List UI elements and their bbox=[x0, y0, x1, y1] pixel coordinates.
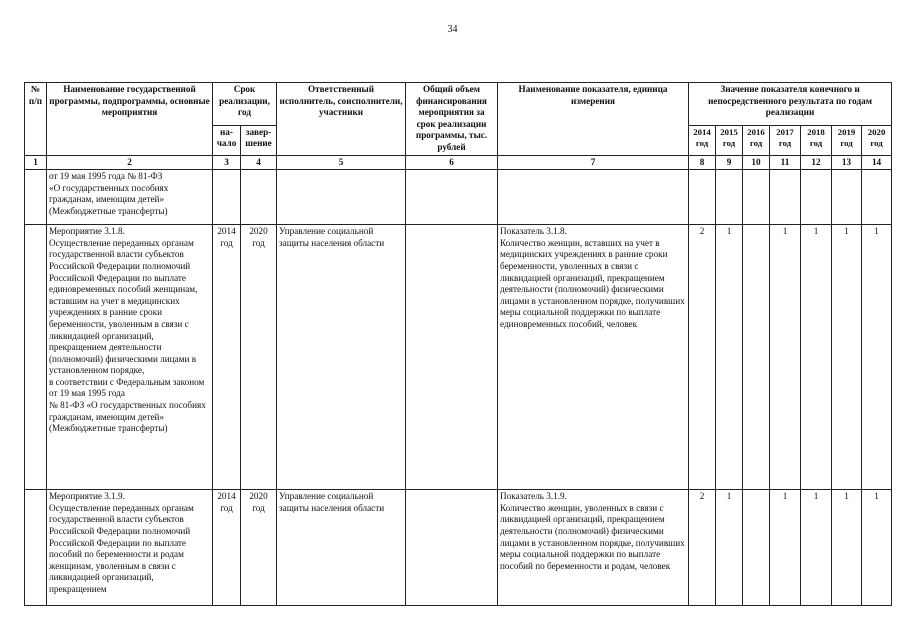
column-number: 7 bbox=[498, 155, 689, 170]
header-year: 2015 год bbox=[716, 125, 743, 155]
cell-indicator: Показатель 3.1.9. Количество женщин, уволенных в связи с ликвидацией организаций, прекращением деятельности (полномочий) физическими лицами в установленном порядке, получивших меры социальной поддержки по выплате пособий по беременности и родам, человек bbox=[498, 490, 689, 606]
cell-value bbox=[689, 170, 716, 225]
cell-end: 2020 год bbox=[241, 490, 277, 606]
cell-value: 1 bbox=[801, 225, 832, 490]
column-number: 1 bbox=[25, 155, 47, 170]
table-row bbox=[25, 490, 892, 606]
cell-name: от 19 мая 1995 года № 81-ФЗ «О государственных пособиях гражданам, имеющим детей» (Межбюджетные трансферты) bbox=[47, 170, 213, 225]
header-name: Наименование государственной программы, подпрограммы, основные мероприятия bbox=[47, 83, 213, 156]
header-indicator: Наименование показателя, единица измерения bbox=[498, 83, 689, 156]
cell-value: 1 bbox=[862, 225, 892, 490]
cell-funding bbox=[406, 490, 498, 606]
cell-num bbox=[25, 490, 47, 606]
cell-end bbox=[241, 170, 277, 225]
cell-value bbox=[743, 490, 770, 606]
header-year: 2019 год bbox=[832, 125, 862, 155]
cell-value bbox=[743, 225, 770, 490]
cell-value bbox=[743, 170, 770, 225]
cell-value: 1 bbox=[862, 490, 892, 606]
header-year: 2018 год bbox=[801, 125, 832, 155]
cell-value: 1 bbox=[801, 490, 832, 606]
column-number-row bbox=[25, 155, 892, 170]
header-year: 2014 год bbox=[689, 125, 716, 155]
cell-funding bbox=[406, 225, 498, 490]
header-year: 2020 год bbox=[862, 125, 892, 155]
cell-value: 1 bbox=[716, 490, 743, 606]
page-number: 34 bbox=[447, 24, 458, 35]
cell-name: Мероприятие 3.1.9. Осуществление переданных органам государственной власти субъектов Российской Федерации полномочий Российской Федерации по выплате пособий по беременности и родам женщинам, уволенным в связи с ликвидацией организаций, прекращением bbox=[47, 490, 213, 606]
cell-value: 1 bbox=[832, 490, 862, 606]
column-number: 5 bbox=[277, 155, 406, 170]
header-year: 2016 год bbox=[743, 125, 770, 155]
column-number: 10 bbox=[743, 155, 770, 170]
cell-start: 2014 год bbox=[213, 490, 241, 606]
program-table bbox=[24, 82, 892, 606]
cell-start: 2014 год bbox=[213, 225, 241, 490]
cell-funding bbox=[406, 170, 498, 225]
cell-num bbox=[25, 170, 47, 225]
cell-indicator: Показатель 3.1.8. Количество женщин, вставших на учет в медицинских учреждениях в ранние сроки беременности, уволенных в связи с ликвидацией организаций, прекращением деятельности (полномочий) физическими лицами в установленном порядке, получивших меры социальной поддержки по выплате единовременных пособий, человек bbox=[498, 225, 689, 490]
cell-value: 1 bbox=[770, 490, 801, 606]
cell-value: 1 bbox=[716, 225, 743, 490]
cell-value bbox=[716, 170, 743, 225]
cell-indicator bbox=[498, 170, 689, 225]
column-number: 11 bbox=[770, 155, 801, 170]
header-year: 2017 год bbox=[770, 125, 801, 155]
header-values: Значение показателя конечного и непосредственного результата по годам реализации bbox=[689, 83, 892, 126]
header-end: завер-шение bbox=[241, 125, 277, 155]
cell-value: 2 bbox=[689, 490, 716, 606]
column-number: 6 bbox=[406, 155, 498, 170]
cell-value: 1 bbox=[770, 225, 801, 490]
cell-value bbox=[770, 170, 801, 225]
column-number: 14 bbox=[862, 155, 892, 170]
cell-num bbox=[25, 225, 47, 490]
cell-value: 1 bbox=[832, 225, 862, 490]
column-number: 3 bbox=[213, 155, 241, 170]
column-number: 9 bbox=[716, 155, 743, 170]
header-funding: Общий объем финансирования мероприятия за срок реализации программы, тыс. рублей bbox=[406, 83, 498, 156]
column-number: 8 bbox=[689, 155, 716, 170]
table-row bbox=[25, 170, 892, 225]
column-number: 2 bbox=[47, 155, 213, 170]
header-num: № п/п bbox=[25, 83, 47, 156]
column-number: 13 bbox=[832, 155, 862, 170]
cell-end: 2020 год bbox=[241, 225, 277, 490]
header-responsible: Ответственный исполнитель, соисполнители, участники bbox=[277, 83, 406, 156]
cell-value: 2 bbox=[689, 225, 716, 490]
column-number: 4 bbox=[241, 155, 277, 170]
cell-responsible bbox=[277, 170, 406, 225]
table-row bbox=[25, 225, 892, 490]
column-number: 12 bbox=[801, 155, 832, 170]
cell-value bbox=[862, 170, 892, 225]
cell-value bbox=[832, 170, 862, 225]
cell-value bbox=[801, 170, 832, 225]
header-start: на-чало bbox=[213, 125, 241, 155]
header-period: Срок реализации, год bbox=[213, 83, 277, 126]
cell-responsible: Управление социальной защиты населения области bbox=[277, 490, 406, 606]
cell-responsible: Управление социальной защиты населения области bbox=[277, 225, 406, 490]
cell-start bbox=[213, 170, 241, 225]
cell-name: Мероприятие 3.1.8. Осуществление переданных органам государственной власти субъектов Российской Федерации полномочий Российской Федерации по выплате единовременных пособий женщинам, вставшим на учет в медицинских учреждениях в ранние сроки беременности, уволенным в связи с ликвидацией организаций, прекращением деятельности (полномочий) физическими лицами в установленном порядке, в соответствии с Федеральным законом от 19 мая 1995 года № 81-ФЗ «О государственных пособиях гражданам, имеющим детей» (Межбюджетные трансферты) bbox=[47, 225, 213, 490]
